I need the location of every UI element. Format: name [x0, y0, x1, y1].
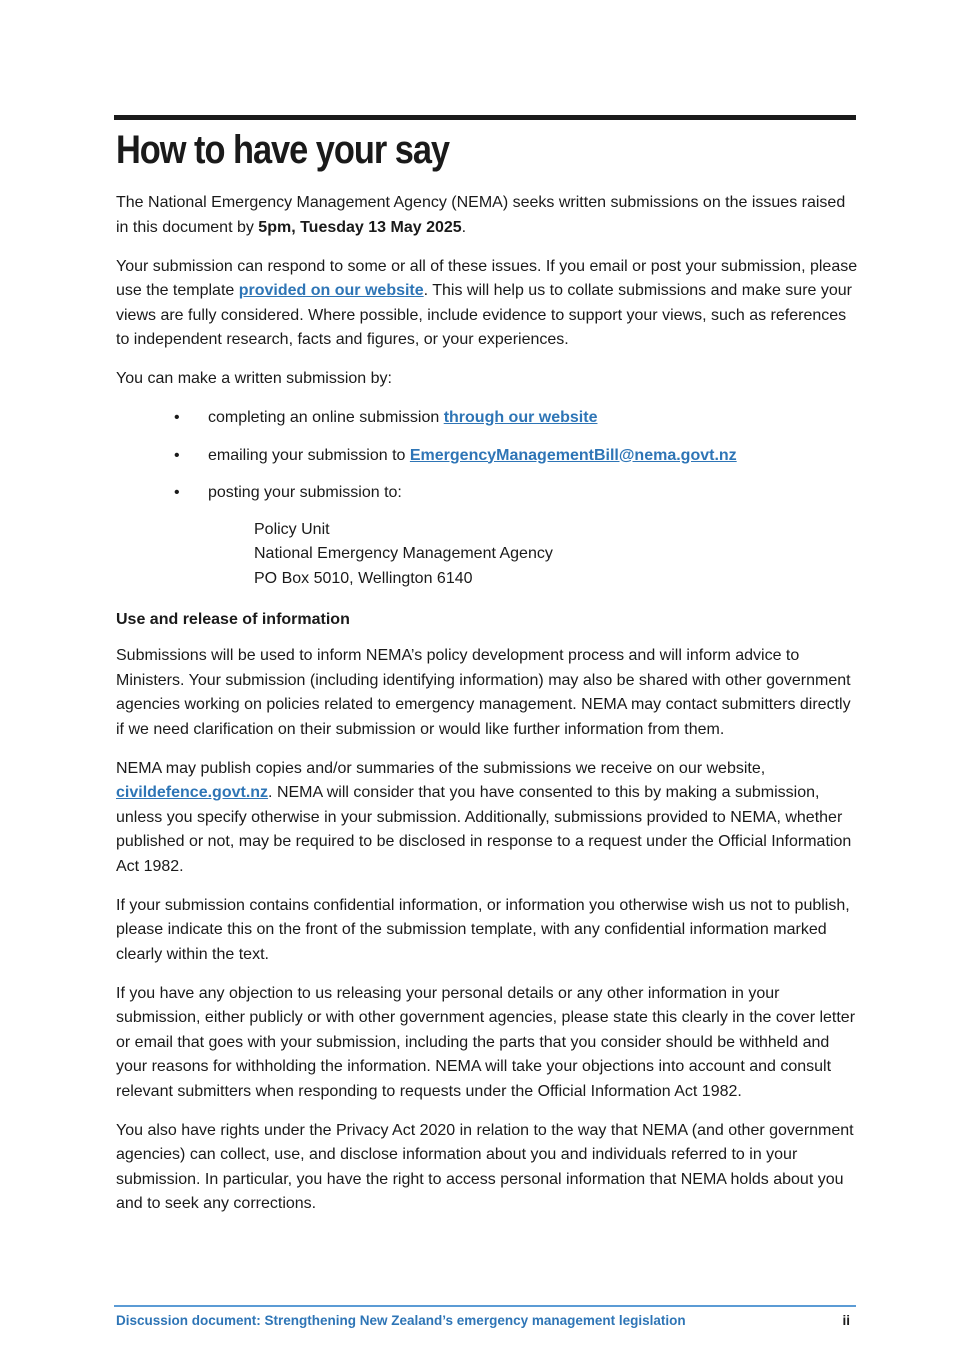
intro-paragraph: The National Emergency Management Agency (NEMA) seeks written submissions on the issues raised in this document by 5pm, Tuesday 13 May 2025. [116, 194, 846, 236]
list-item: • completing an online submission through our website [116, 406, 858, 431]
template-link[interactable]: provided on our website [238, 282, 424, 299]
list-item: • emailing your submission to EmergencyManagementBill@nema.govt.nz [116, 444, 858, 469]
objection-paragraph: If you have any objection to us releasing your personal details or any other information in your submission, either publicly or with other government agencies, please state this clearly in the cover letter or email that goes with your submission, including the parts that you consider should be withheld and your reasons for withholding the information. NEMA will take your objections into account and consult relevant submitters when responding to requests under the Official Information Act 1982. [116, 984, 856, 1100]
publish-paragraph: NEMA may publish copies and/or summaries of the submissions we receive on our website, civildefence.govt.nz. NEMA will consider that you have consented to this by making a submission, unless you specify otherwise in your submission. Additionally, submissions provided to NEMA, whether published or not, may be required to be disclosed in response to a request under the Official Information Act 1982. [116, 759, 852, 875]
page-title: How to have your say [116, 128, 450, 172]
address-line: Policy Unit [254, 520, 330, 538]
bullet: • [174, 446, 180, 464]
use-paragraph: Submissions will be used to inform NEMA’s policy development process and will inform advice to Ministers. Your submission (including identifying information) may also be shared with other government agencies working on policies related to emergency management. NEMA may contact submitters directly if we need clarification on their submission or would like further information from them. [116, 647, 851, 738]
methods-intro: You can make a written submission by: [116, 370, 392, 387]
deadline: 5pm, Tuesday 13 May 2025 [258, 218, 462, 236]
footer-rule [114, 1305, 856, 1307]
privacy-paragraph: You also have rights under the Privacy Act 2020 in relation to the way that NEMA (and other government agencies) can collect, use, and disclose information about you and individuals referred to in your submission. In particular, you have the right to access personal information that NEMA holds about you and to seek any corrections. [116, 1121, 854, 1212]
confidential-paragraph: If your submission contains confidential information, or information you otherwise wish us not to publish, please indicate this on the front of the submission template, with any confidential information marked clearly within the text. [116, 896, 850, 963]
address-line: PO Box 5010, Wellington 6140 [254, 569, 473, 587]
section-heading: Use and release of information [116, 611, 350, 628]
online-submission-link[interactable]: through our website [443, 409, 598, 426]
document-body [116, 191, 858, 1231]
address-line: National Emergency Management Agency [254, 545, 553, 562]
list-item: • posting your submission to: [116, 481, 858, 506]
bullet: • [174, 484, 180, 501]
civildefence-link[interactable]: civildefence.govt.nz [116, 784, 269, 801]
methods-list [116, 406, 858, 506]
bullet: • [174, 409, 180, 426]
top-rule [114, 115, 856, 120]
footer-title: Discussion document: Strengthening New Zealand’s emergency management legislation [116, 1313, 686, 1328]
page-number: ii [842, 1313, 850, 1328]
template-paragraph: Your submission can respond to some or all of these issues. If you email or post your submission, please use the template provided on our website. This will help us to collate submissions and make sure your views are fully considered. Where possible, include evidence to support your views, such as references to independent research, facts and figures, or your experiences. [116, 257, 858, 348]
postal-address [254, 518, 858, 592]
email-link[interactable]: EmergencyManagementBill@nema.govt.nz [409, 446, 737, 464]
